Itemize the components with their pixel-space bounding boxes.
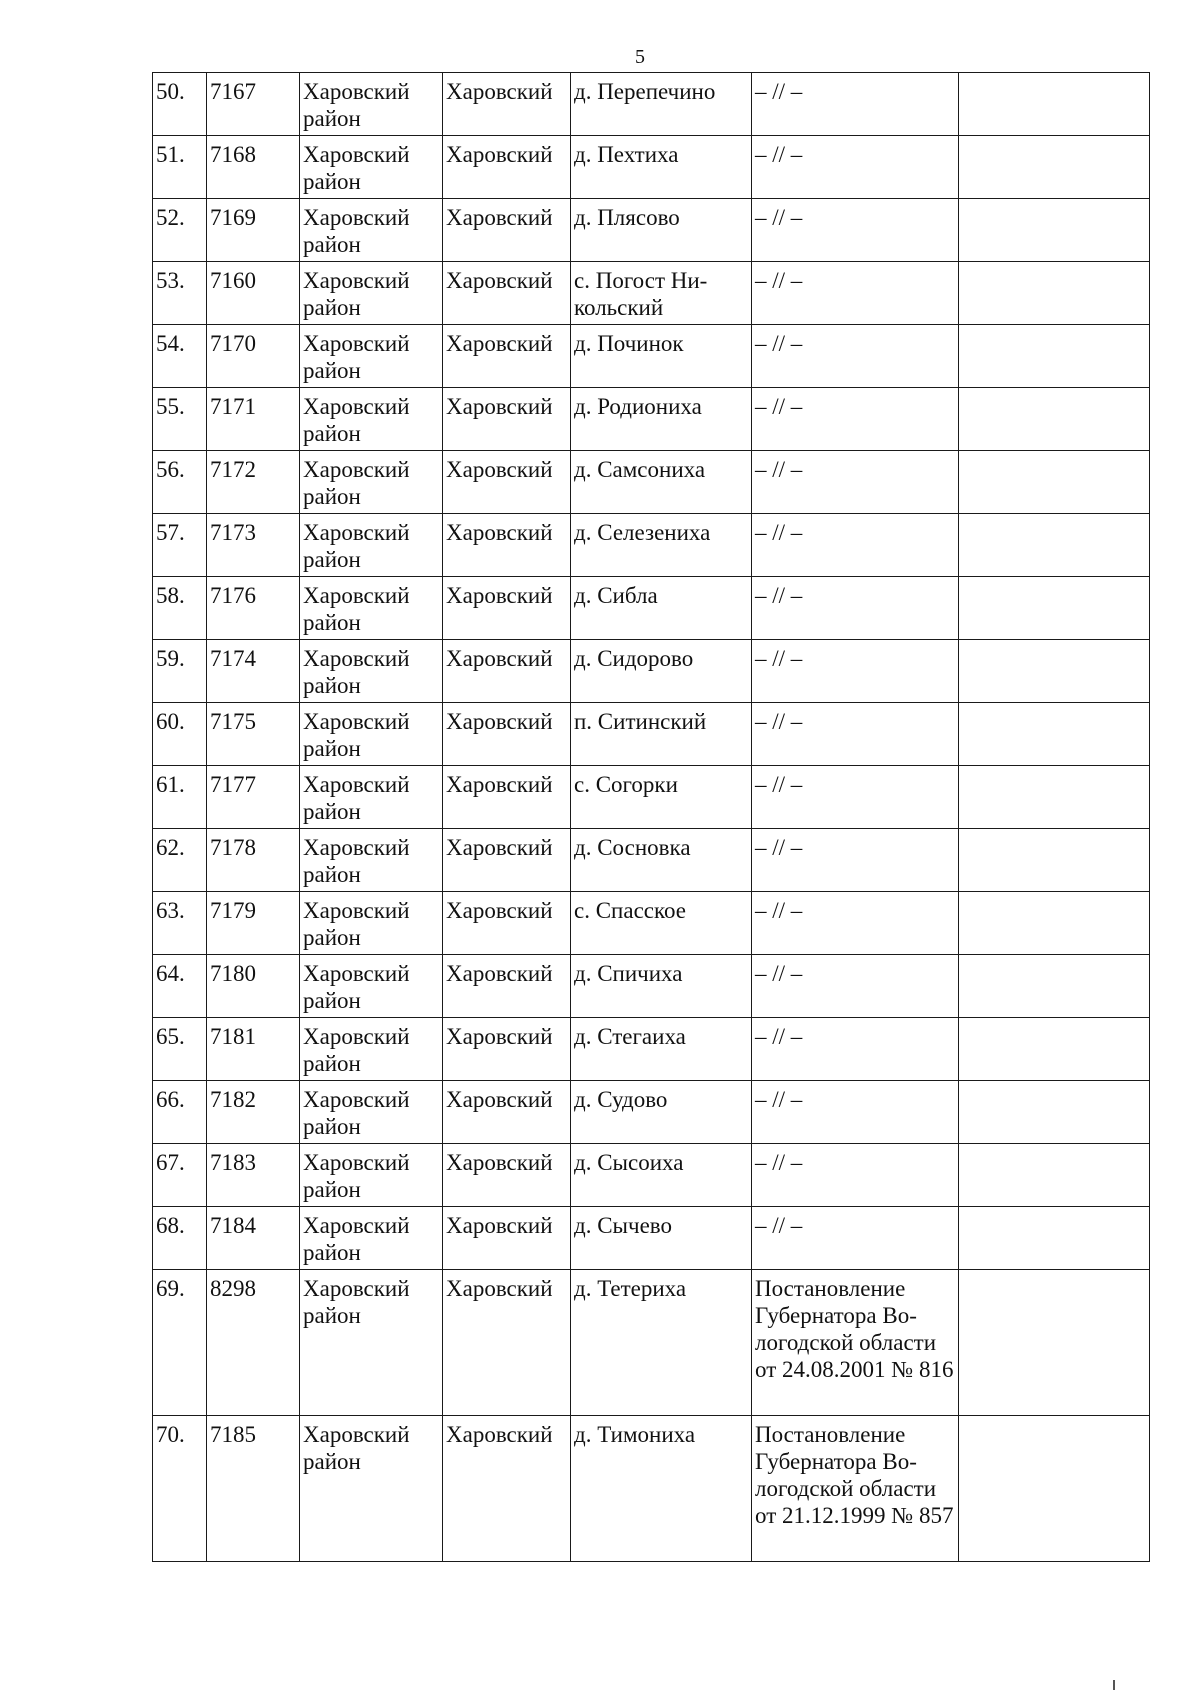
settlement-cell: д. Пехтиха	[571, 136, 752, 199]
table-row	[153, 829, 1150, 892]
row-number-cell: 66.	[153, 1081, 207, 1144]
area-cell: Харовский	[443, 577, 571, 640]
table-row	[153, 388, 1150, 451]
basis-cell: – // –	[752, 388, 959, 451]
note-cell	[959, 388, 1150, 451]
area-cell: Харовский	[443, 1207, 571, 1270]
basis-cell: – // –	[752, 199, 959, 262]
district-cell: Харовский район	[300, 1144, 443, 1207]
settlement-cell: д. Сычево	[571, 1207, 752, 1270]
page-number: 5	[635, 46, 645, 68]
code-cell: 7177	[207, 766, 300, 829]
settlements-table	[152, 72, 1150, 1562]
code-cell: 7180	[207, 955, 300, 1018]
district-cell: Харовский район	[300, 1081, 443, 1144]
district-cell: Харовский район	[300, 136, 443, 199]
code-cell: 7183	[207, 1144, 300, 1207]
table-row	[153, 1081, 1150, 1144]
note-cell	[959, 325, 1150, 388]
note-cell	[959, 577, 1150, 640]
note-cell	[959, 640, 1150, 703]
settlement-cell: д. Стегаиха	[571, 1018, 752, 1081]
district-cell: Харовский район	[300, 955, 443, 1018]
area-cell: Харовский	[443, 514, 571, 577]
district-cell: Харовский район	[300, 199, 443, 262]
settlement-cell: с. Спасское	[571, 892, 752, 955]
row-number-cell: 64.	[153, 955, 207, 1018]
note-cell	[959, 514, 1150, 577]
district-cell: Харовский район	[300, 262, 443, 325]
note-cell	[959, 136, 1150, 199]
note-cell	[959, 1416, 1150, 1562]
table-row	[153, 1018, 1150, 1081]
row-number-cell: 63.	[153, 892, 207, 955]
settlement-cell: д. Плясово	[571, 199, 752, 262]
code-cell: 7184	[207, 1207, 300, 1270]
row-number-cell: 52.	[153, 199, 207, 262]
table-row	[153, 325, 1150, 388]
table-row	[153, 640, 1150, 703]
settlement-cell: с. Согорки	[571, 766, 752, 829]
basis-cell: – // –	[752, 1081, 959, 1144]
note-cell	[959, 1144, 1150, 1207]
settlement-cell: д. Сибла	[571, 577, 752, 640]
area-cell: Харовский	[443, 703, 571, 766]
basis-cell: Постановление Губернатора Во-логодской области от 21.12.1999 № 857	[752, 1416, 959, 1562]
code-cell: 7167	[207, 73, 300, 136]
area-cell: Харовский	[443, 892, 571, 955]
area-cell: Харовский	[443, 136, 571, 199]
settlement-cell: д. Селезениха	[571, 514, 752, 577]
row-number-cell: 59.	[153, 640, 207, 703]
table-row	[153, 955, 1150, 1018]
settlement-cell: п. Ситинский	[571, 703, 752, 766]
district-cell: Харовский район	[300, 1416, 443, 1562]
row-number-cell: 53.	[153, 262, 207, 325]
basis-cell: – // –	[752, 703, 959, 766]
basis-cell: – // –	[752, 73, 959, 136]
area-cell: Харовский	[443, 766, 571, 829]
code-cell: 7185	[207, 1416, 300, 1562]
area-cell: Харовский	[443, 829, 571, 892]
district-cell: Харовский район	[300, 829, 443, 892]
note-cell	[959, 262, 1150, 325]
row-number-cell: 60.	[153, 703, 207, 766]
scan-mark	[1113, 1680, 1115, 1690]
district-cell: Харовский район	[300, 1207, 443, 1270]
basis-cell: – // –	[752, 451, 959, 514]
table-row	[153, 73, 1150, 136]
table-row	[153, 199, 1150, 262]
area-cell: Харовский	[443, 73, 571, 136]
area-cell: Харовский	[443, 1081, 571, 1144]
note-cell	[959, 1081, 1150, 1144]
area-cell: Харовский	[443, 640, 571, 703]
row-number-cell: 55.	[153, 388, 207, 451]
note-cell	[959, 1207, 1150, 1270]
basis-cell: – // –	[752, 892, 959, 955]
basis-cell: – // –	[752, 325, 959, 388]
code-cell: 7175	[207, 703, 300, 766]
table-row	[153, 1416, 1150, 1562]
settlement-cell: д. Тимониха	[571, 1416, 752, 1562]
note-cell	[959, 1018, 1150, 1081]
area-cell: Харовский	[443, 325, 571, 388]
table-row	[153, 577, 1150, 640]
row-number-cell: 67.	[153, 1144, 207, 1207]
basis-cell: – // –	[752, 577, 959, 640]
row-number-cell: 62.	[153, 829, 207, 892]
table-row	[153, 703, 1150, 766]
code-cell: 7173	[207, 514, 300, 577]
settlement-cell: д. Тетериха	[571, 1270, 752, 1416]
row-number-cell: 57.	[153, 514, 207, 577]
code-cell: 7160	[207, 262, 300, 325]
code-cell: 7168	[207, 136, 300, 199]
code-cell: 7172	[207, 451, 300, 514]
district-cell: Харовский район	[300, 703, 443, 766]
row-number-cell: 70.	[153, 1416, 207, 1562]
code-cell: 7181	[207, 1018, 300, 1081]
settlement-cell: д. Родиониха	[571, 388, 752, 451]
area-cell: Харовский	[443, 1018, 571, 1081]
settlement-cell: с. Погост Ни-кольский	[571, 262, 752, 325]
settlement-cell: д. Судово	[571, 1081, 752, 1144]
basis-cell: – // –	[752, 640, 959, 703]
district-cell: Харовский район	[300, 577, 443, 640]
district-cell: Харовский район	[300, 766, 443, 829]
note-cell	[959, 199, 1150, 262]
basis-cell: – // –	[752, 829, 959, 892]
table-row	[153, 514, 1150, 577]
note-cell	[959, 892, 1150, 955]
area-cell: Харовский	[443, 1144, 571, 1207]
settlement-cell: д. Перепечино	[571, 73, 752, 136]
area-cell: Харовский	[443, 451, 571, 514]
table-row	[153, 1144, 1150, 1207]
district-cell: Харовский район	[300, 514, 443, 577]
table-row	[153, 892, 1150, 955]
table-row	[153, 766, 1150, 829]
note-cell	[959, 703, 1150, 766]
table-row	[153, 1207, 1150, 1270]
table-row	[153, 451, 1150, 514]
area-cell: Харовский	[443, 1270, 571, 1416]
district-cell: Харовский район	[300, 892, 443, 955]
basis-cell: Постановление Губернатора Во-логодской области от 24.08.2001 № 816	[752, 1270, 959, 1416]
code-cell: 7179	[207, 892, 300, 955]
note-cell	[959, 451, 1150, 514]
basis-cell: – // –	[752, 1018, 959, 1081]
area-cell: Харовский	[443, 955, 571, 1018]
row-number-cell: 54.	[153, 325, 207, 388]
district-cell: Харовский район	[300, 388, 443, 451]
basis-cell: – // –	[752, 514, 959, 577]
settlement-cell: д. Сосновка	[571, 829, 752, 892]
row-number-cell: 68.	[153, 1207, 207, 1270]
basis-cell: – // –	[752, 262, 959, 325]
basis-cell: – // –	[752, 1207, 959, 1270]
code-cell: 7170	[207, 325, 300, 388]
basis-cell: – // –	[752, 766, 959, 829]
row-number-cell: 58.	[153, 577, 207, 640]
note-cell	[959, 73, 1150, 136]
row-number-cell: 65.	[153, 1018, 207, 1081]
row-number-cell: 51.	[153, 136, 207, 199]
code-cell: 7182	[207, 1081, 300, 1144]
note-cell	[959, 1270, 1150, 1416]
code-cell: 7169	[207, 199, 300, 262]
district-cell: Харовский район	[300, 451, 443, 514]
district-cell: Харовский район	[300, 640, 443, 703]
district-cell: Харовский район	[300, 325, 443, 388]
row-number-cell: 61.	[153, 766, 207, 829]
area-cell: Харовский	[443, 262, 571, 325]
area-cell: Харовский	[443, 388, 571, 451]
settlement-cell: д. Починок	[571, 325, 752, 388]
code-cell: 7176	[207, 577, 300, 640]
area-cell: Харовский	[443, 1416, 571, 1562]
basis-cell: – // –	[752, 955, 959, 1018]
note-cell	[959, 766, 1150, 829]
settlement-cell: д. Самсониха	[571, 451, 752, 514]
table-row	[153, 1270, 1150, 1416]
code-cell: 8298	[207, 1270, 300, 1416]
basis-cell: – // –	[752, 136, 959, 199]
table-row	[153, 262, 1150, 325]
note-cell	[959, 955, 1150, 1018]
code-cell: 7171	[207, 388, 300, 451]
settlement-cell: д. Спичиха	[571, 955, 752, 1018]
row-number-cell: 69.	[153, 1270, 207, 1416]
row-number-cell: 56.	[153, 451, 207, 514]
district-cell: Харовский район	[300, 73, 443, 136]
code-cell: 7174	[207, 640, 300, 703]
note-cell	[959, 829, 1150, 892]
table-row	[153, 136, 1150, 199]
area-cell: Харовский	[443, 199, 571, 262]
table-body	[153, 73, 1150, 1562]
district-cell: Харовский район	[300, 1270, 443, 1416]
settlement-cell: д. Сысоиха	[571, 1144, 752, 1207]
row-number-cell: 50.	[153, 73, 207, 136]
code-cell: 7178	[207, 829, 300, 892]
district-cell: Харовский район	[300, 1018, 443, 1081]
basis-cell: – // –	[752, 1144, 959, 1207]
settlement-cell: д. Сидорово	[571, 640, 752, 703]
